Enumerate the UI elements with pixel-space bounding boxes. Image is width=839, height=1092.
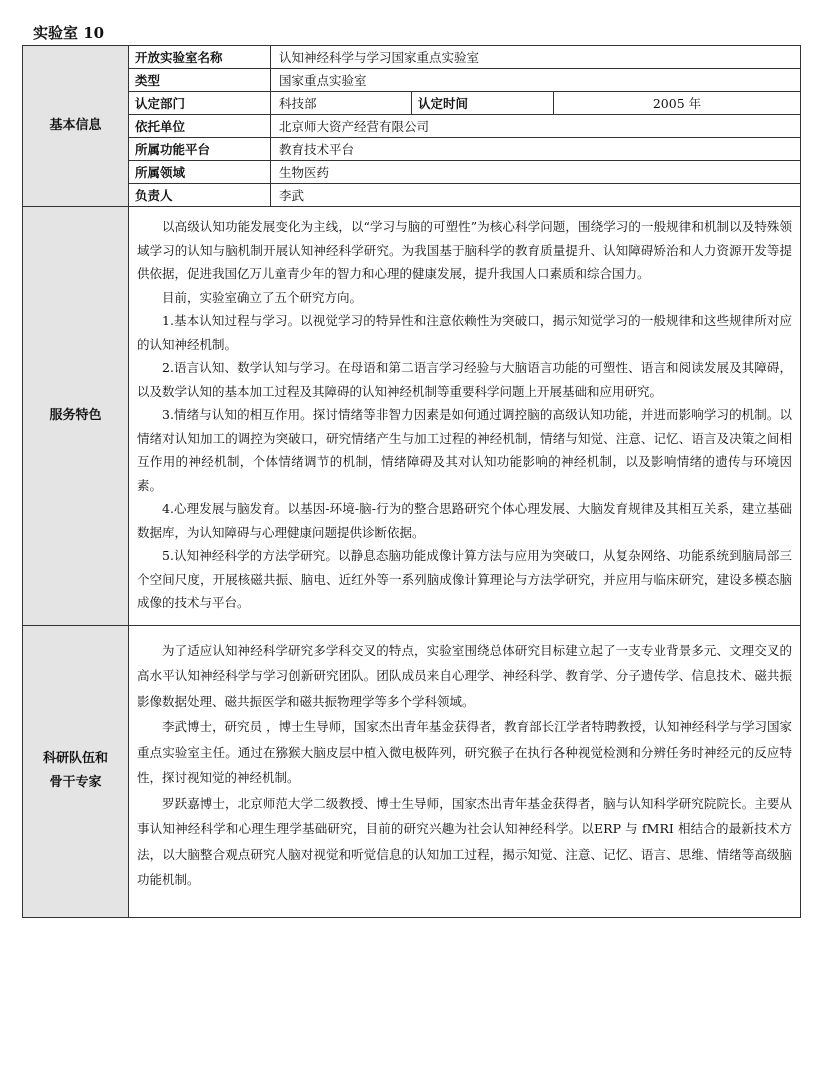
row-type (23, 69, 801, 92)
row-host-unit (23, 115, 801, 138)
value-certification-time: 2005 年 (554, 92, 801, 115)
page-title: 实验室 10 (33, 24, 105, 42)
service-paragraph: 1.基本认知过程与学习。以视觉学习的特异性和注意依赖性为突破口，揭示知觉学习的一般规律和这些规律所对应的认知神经机制。 (137, 313, 793, 352)
value-type: 国家重点实验室 (271, 69, 801, 92)
team-paragraph: 李武博士，研究员 ，博士生导师，国家杰出青年基金获得者，教育部长江学者特聘教授，认知神经科学与学习国家重点实验室主任。通过在猕猴大脑皮层中植入微电极阵列，研究猴子在执行各种视觉检测和分辨任务时神经元的反应特性，探讨视知觉的神经机制。 (137, 719, 793, 785)
label-field: 所属领域 (129, 161, 271, 184)
service-paragraph: 5.认知神经科学的方法学研究。以静息态脑功能成像计算方法与应用为突破口，从复杂网络、功能系统到脑局部三个空间尺度，开展核磁共振、脑电、近红外等一系列脑成像计算理论与方法学研究，并应用与临床研究，建设多模态脑成像的技术与平台。 (137, 548, 793, 610)
team-paragraph: 为了适应认知神经科学研究多学科交叉的特点，实验室围绕总体研究目标建立起了一支专业背景多元、文理交叉的高水平认知神经科学与学习创新研究团队。团队成员来自心理学、神经科学、教育学、分子遗传学、信息技术、磁共振影像数据处理、磁共振医学和磁共振物理学等多个学科领域。 (137, 642, 793, 709)
service-paragraph: 目前，实验室确立了五个研究方向。 (162, 289, 363, 305)
team-paragraph: 罗跃嘉博士，北京师范大学二级教授、博士生导师，国家杰出青年基金获得者，脑与认知科学研究院院长。主要从事认知神经科学和心理生理学基础研究，目前的研究兴趣为社会认知神经科学。以ERP 与 fMRI 相结合的最新技术方法，以大脑整合观点研究人脑对视觉和听觉信息的认知加工过程，揭示知觉、注意、记忆、语言、思维、情绪等高级脑功能机制。 (137, 795, 793, 887)
lab-info-table (22, 45, 801, 918)
row-lab-name (23, 46, 801, 69)
row-field (23, 161, 801, 184)
service-paragraph: 3.情绪与认知的相互作用。探讨情绪等非智力因素是如何通过调控脑的高级认知功能，并进而影响学习的机制。以情绪对认知加工的调控为突破口，研究情绪产生与加工过程的神经机制，情绪与知觉、注意、记忆、语言及决策之间相互作用的神经机制，个体情绪调节的机制，情绪障碍及其对认知功能影响的神经机制，以及影响情绪的遗传与环境因素。 (137, 407, 793, 493)
label-department: 认定部门 (129, 92, 271, 115)
service-paragraph: 2.语言认知、数学认知与学习。在母语和第二语言学习经验与大脑语言功能的可塑性、语言和阅读发展及其障碍，以及数学认知的基本加工过程及其障碍的认知神经机制等重要科学问题上开展基础和应用研究。 (137, 360, 793, 399)
value-host-unit: 北京师大资产经营有限公司 (271, 115, 801, 138)
label-host-unit: 依托单位 (129, 115, 271, 138)
row-research-team (23, 625, 801, 917)
row-person-in-charge (23, 184, 801, 207)
section-research-team-line2: 骨干专家 (49, 775, 102, 790)
service-paragraph: 4.心理发展与脑发育。以基因-环境-脑-行为的整合思路研究个体心理发展、大脑发育规律及其相互关系，建立基础数据库，为认知障碍与心理健康问题提供诊断依据。 (137, 501, 793, 540)
section-service-features: 服务特色 (23, 207, 129, 626)
label-person-in-charge: 负责人 (129, 184, 271, 207)
service-paragraph: 以高级认知功能发展变化为主线，以“学习与脑的可塑性”为核心科学问题，围绕学习的一般规律和机制以及特殊领域学习的认知与脑机制开展认知神经科学研究。为我国基于脑科学的教育质量提升、认知障碍矫治和人力资源开发等提供依据，促进我国亿万儿童青少年的智力和心理的健康发展，提升我国人口素质和综合国力。 (137, 219, 793, 281)
row-service-features (23, 207, 801, 626)
section-research-team (23, 625, 129, 917)
value-person-in-charge: 李武 (271, 184, 801, 207)
label-platform: 所属功能平台 (129, 138, 271, 161)
label-lab-name: 开放实验室名称 (129, 46, 271, 69)
value-field: 生物医药 (271, 161, 801, 184)
value-platform: 教育技术平台 (271, 138, 801, 161)
value-lab-name: 认知神经科学与学习国家重点实验室 (271, 46, 801, 69)
research-team-text (129, 625, 801, 917)
row-department (23, 92, 801, 115)
section-research-team-line1: 科研队伍和 (42, 751, 108, 766)
service-features-text (129, 207, 801, 626)
value-department: 科技部 (271, 92, 412, 115)
label-type: 类型 (129, 69, 271, 92)
label-certification-time: 认定时间 (412, 92, 554, 115)
section-basic-info: 基本信息 (23, 46, 129, 207)
row-platform (23, 138, 801, 161)
